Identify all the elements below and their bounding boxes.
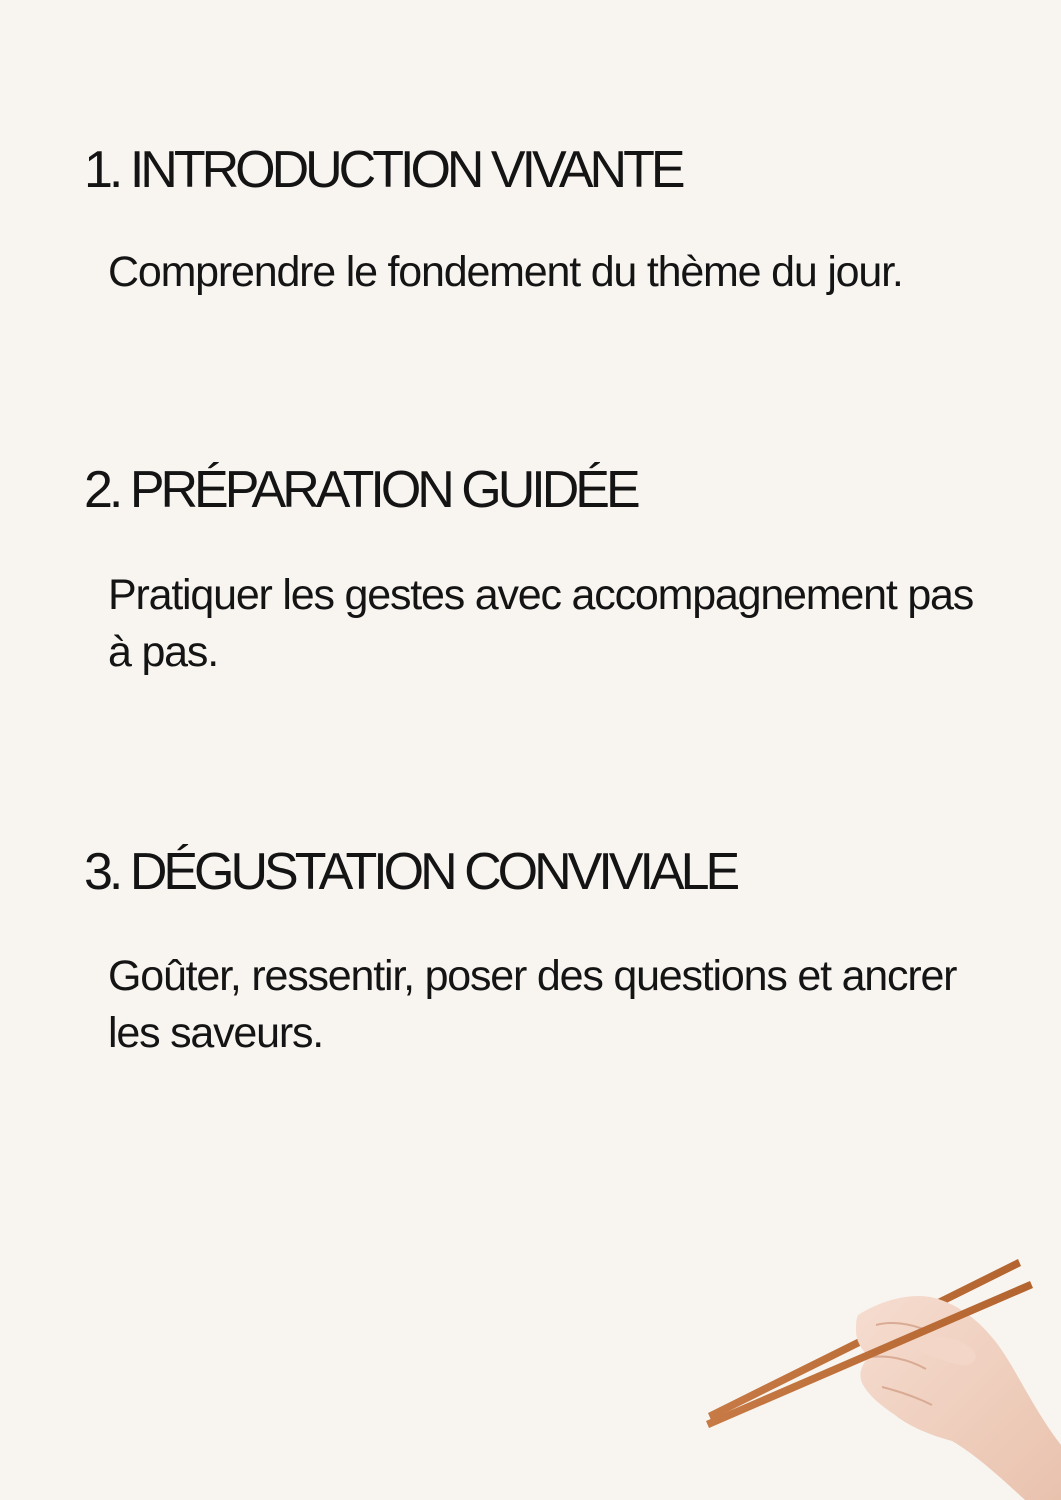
section-title: 2. PRÉPARATION GUIDÉE [84, 461, 637, 519]
section-title: 1. INTRODUCTION VIVANTE [84, 141, 682, 199]
hand-holding-chopsticks-icon [690, 1245, 1061, 1500]
hand-shape [856, 1296, 1061, 1500]
section-description: Pratiquer les gestes avec accompagnement pas à pas. [108, 571, 974, 676]
section-title: 3. DÉGUSTATION CONVIVIALE [84, 843, 737, 901]
section-description: Comprendre le fondement du thème du jour. [108, 248, 903, 296]
section-description: Goûter, ressentir, poser des questions et ancrer les saveurs. [108, 952, 957, 1057]
